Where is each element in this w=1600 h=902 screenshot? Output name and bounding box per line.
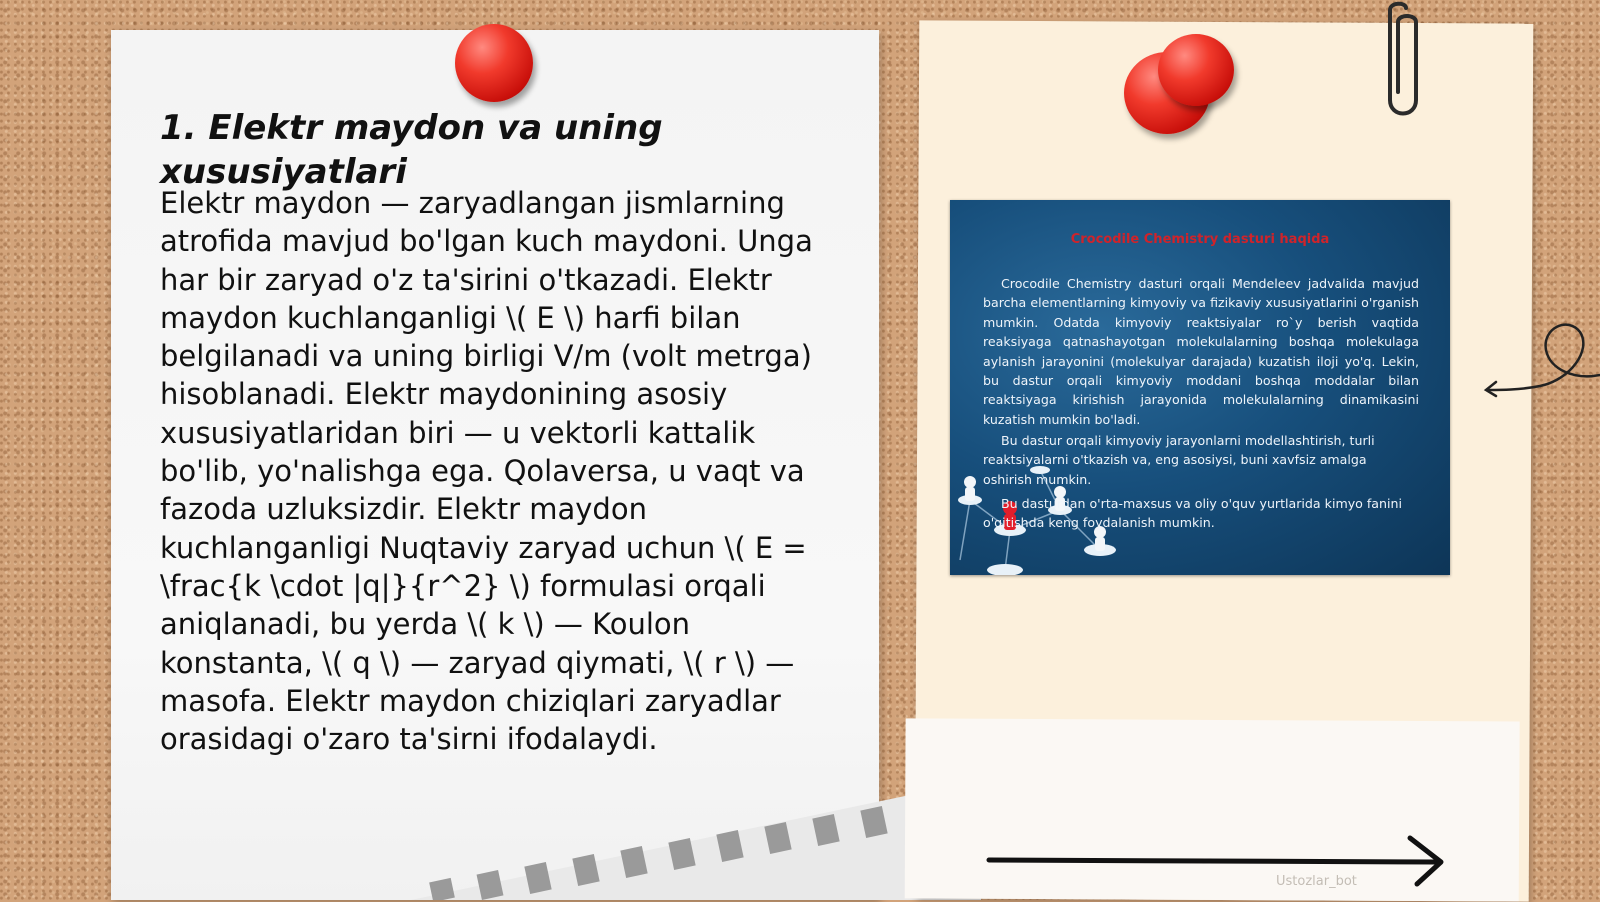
red-pin-icon xyxy=(455,24,533,102)
slide-paragraph: Bu dasturdan o'rta-maxsus va oliy o'quv yurtlarida kimyo fanini o'qitishda keng foydalanish mumkin. xyxy=(983,496,1402,531)
embedded-slide-image xyxy=(950,200,1450,575)
section-heading: 1. Elektr maydon va uning xususiyatlari xyxy=(160,108,663,192)
arrow-right-icon xyxy=(985,832,1450,888)
slide-title: Crocodile Chemistry dasturi haqida xyxy=(1070,232,1330,247)
slide-paragraph: Bu dastur orqali kimyoviy jarayonlarni modellashtirish, turli reaktsiyalarni o'tkazish va, eng asosiysi, buni xavfsiz amalga oshirish mumkin. xyxy=(983,433,1375,487)
torn-notebook-edge xyxy=(411,780,981,900)
paper-clip-icon xyxy=(1376,0,1422,125)
slide-paragraph: Crocodile Chemistry dasturi orqali Mendeleev jadvalida mavjud barcha elementlarning kimyoviy va fizikaviy xususiyatlarini o'rganish mumkin. Odatda kimyoviy reaktsiyalar ro`y berish vaqtida reaksiyaga qatnashayotgan molekulalarning boshqa molekulaga aylanish jarayonini (molekulyar darajada) kuzatish iloji yo'q. Lekin, bu dastur orqali kimyoviy moddani boshqa moddalar bilan reaktsiyaga kirishish jarayonida molekulalarning dinamikasini kuzatish mumkin bo'ladi. xyxy=(983,276,1419,427)
section-body-text: Elektr maydon — zaryadlangan jismlarning atrofida mavjud bo'lgan kuch maydoni. Unga har bir zaryad o'z ta'sirini o'tkazadi. Elektr maydon kuchlanganligi \( E \) harfi bilan belgilanadi va uning birligi V/m (volt metrga) hisoblanadi. Elektr maydonining asosiy xususiyatlaridan biri — u vektorli kattalik bo'lib, yo'nalishga ega. Qolaversa, u vaqt va fazoda uzluksizdir. Elektr maydon kuchlanganligi Nuqtaviy zaryad uchun \( E = \frac{k \cdot |q|}{r^2} \) formulasi orqali aniqlanadi, bu yerda \( k \) — Koulon konstanta, \( q \) — zaryad qiymati, \( r \) — masofa. Elektr maydon chiziqlari zaryadlar orasidagi o'zaro ta'sirni ifodalaydi. xyxy=(160,186,813,757)
red-pin-icon xyxy=(1158,34,1234,106)
squiggle-arrow-icon xyxy=(1480,310,1600,410)
watermark-text: Ustozlar_bot xyxy=(1276,874,1357,889)
